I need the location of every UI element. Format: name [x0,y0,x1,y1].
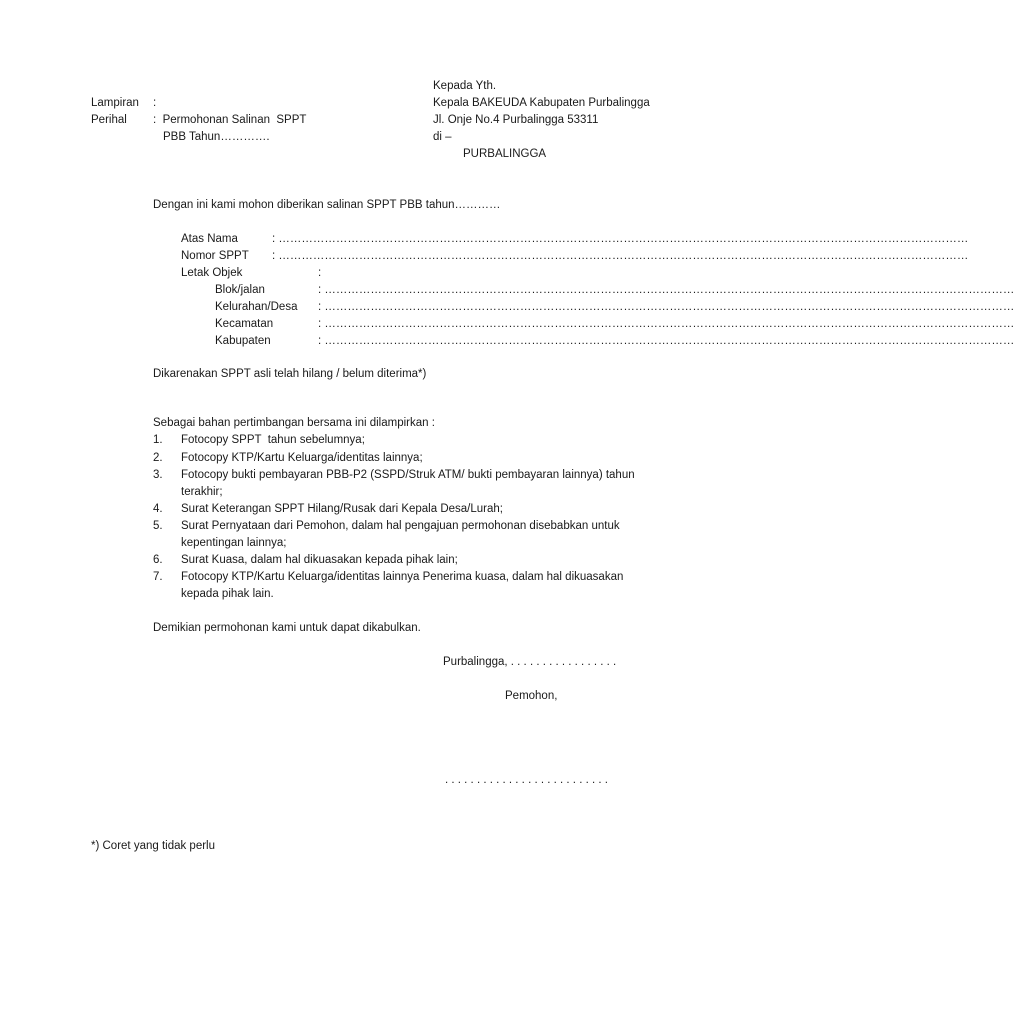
attachment-item: Surat Keterangan SPPT Hilang/Rusak dari Kepala Desa/Lurah; [181,503,503,515]
perihal-label: Perihal [91,114,127,126]
kelurahan-blank: : ……………………………………………………………………………………………………………………………………………………………… [318,301,1014,313]
closing-text: Demikian permohonan kami untuk dapat dikabulkan. [153,622,421,634]
lampiran-colon: : [153,97,157,109]
attachment-number: 3. [153,469,163,481]
nomor-sppt-label: Nomor SPPT [181,250,249,262]
perihal-value: : Permohonan Salinan SPPT [153,114,307,126]
attachment-item-continued: kepentingan lainnya; [181,537,287,549]
signature-line: . . . . . . . . . . . . . . . . . . . . . . . . . . [445,774,608,786]
attachment-number: 2. [153,452,163,464]
recipient-line-1: Kepada Yth. [433,80,497,92]
letak-objek-label: Letak Objek [181,267,243,279]
attachment-number: 7. [153,571,163,583]
attachment-number: 5. [153,520,163,532]
attachment-item: Fotocopy SPPT tahun sebelumnya; [181,434,365,446]
attachment-item: Fotocopy KTP/Kartu Keluarga/identitas lainnya; [181,452,423,464]
reason-text: Dikarenakan SPPT asli telah hilang / belum diterima*) [153,368,427,380]
recipient-address: Jl. Onje No.4 Purbalingga 53311 [433,114,599,126]
attachment-item: Surat Pernyataan dari Pemohon, dalam hal pengajuan permohonan disebabkan untuk [181,520,620,532]
attachment-item-continued: kepada pihak lain. [181,588,274,600]
attachment-number: 1. [153,434,163,446]
attachment-item: Fotocopy bukti pembayaran PBB-P2 (SSPD/Struk ATM/ bukti pembayaran lainnya) tahun [181,469,635,481]
attachments-intro: Sebagai bahan pertimbangan bersama ini dilampirkan : [153,417,435,429]
recipient-di: di – [433,131,452,143]
atas-nama-blank: : ……………………………………………………………………………………………………………………………………………………………… [272,233,969,245]
kabupaten-label: Kabupaten [215,335,271,347]
letak-objek-colon: : [318,267,322,279]
footnote: *) Coret yang tidak perlu [91,840,216,852]
recipient-line-2: Kepala BAKEUDA Kabupaten Purbalingga [433,97,650,109]
blok-jalan-label: Blok/jalan [215,284,265,296]
blok-jalan-blank: : ……………………………………………………………………………………………………………………………………………………………… [318,284,1014,296]
recipient-city: PURBALINGGA [463,148,547,160]
attachment-number: 6. [153,554,163,566]
attachment-item: Surat Kuasa, dalam hal dikuasakan kepada pihak lain; [181,554,458,566]
attachment-number: 4. [153,503,163,515]
perihal-value-line-2: PBB Tahun…………. [163,131,270,143]
nomor-sppt-blank: : ……………………………………………………………………………………………………………………………………………………………… [272,250,969,262]
kabupaten-blank: : ……………………………………………………………………………………………………………………………………………………………… [318,335,1014,347]
lampiran-label: Lampiran [91,97,139,109]
place-date: Purbalingga, . . . . . . . . . . . . . . . . . [443,656,617,668]
attachment-item: Fotocopy KTP/Kartu Keluarga/identitas lainnya Penerima kuasa, dalam hal dikuasakan [181,571,624,583]
kelurahan-label: Kelurahan/Desa [215,301,298,313]
attachment-item-continued: terakhir; [181,486,223,498]
kecamatan-blank: : ……………………………………………………………………………………………………………………………………………………………… [318,318,1014,330]
intro-text: Dengan ini kami mohon diberikan salinan SPPT PBB tahun………… [153,199,501,211]
kecamatan-label: Kecamatan [215,318,274,330]
applicant-label: Pemohon, [505,690,558,702]
atas-nama-label: Atas Nama [181,233,238,245]
